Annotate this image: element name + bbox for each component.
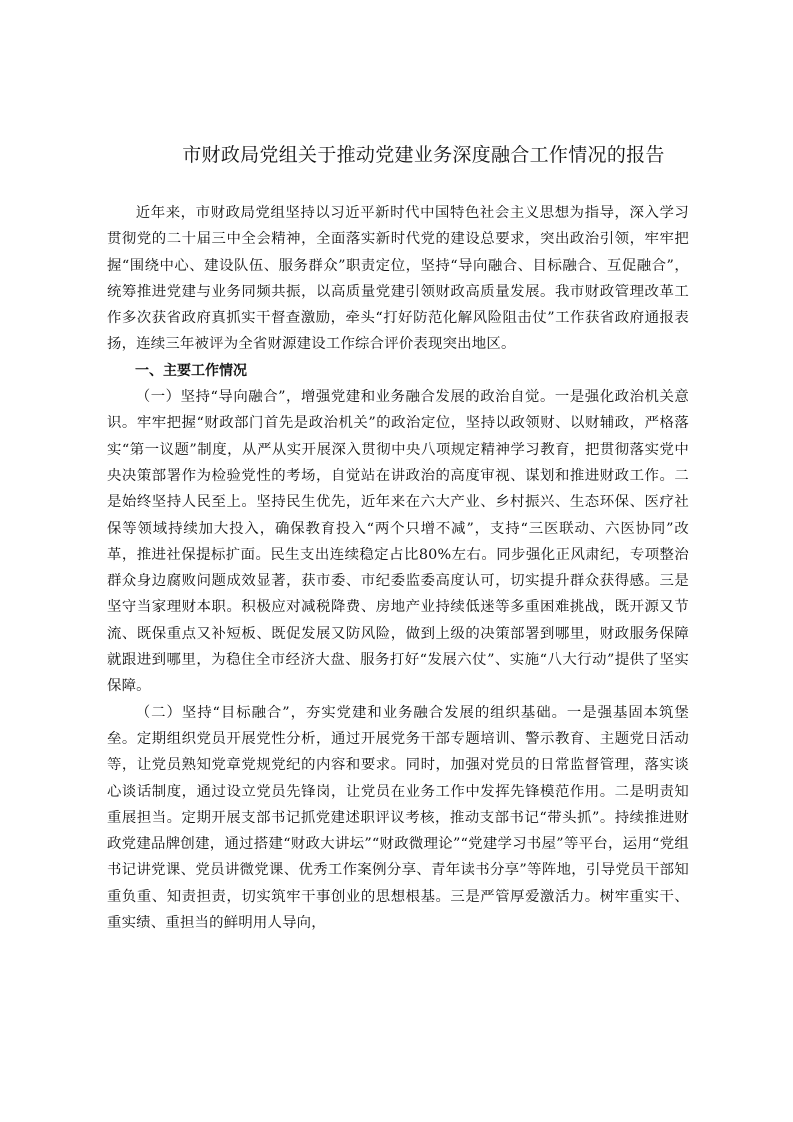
document-title: 市财政局党组关于推动党建业务深度融合工作情况的报告 [182, 144, 665, 166]
section-heading: 一、主要工作情况 [135, 362, 247, 379]
paragraph-goal-integration: （二）坚持“目标融合”，夯实党建和业务融合发展的组织基础。一是强基固本筑堡垒。定期组织党员开展党性分析，通过开展党务干部专题培训、警示教育、主题党日活动等，让党员熟知党章党规党纪的内容和要求。同时，加强对党员的日常监督管理，落实谈心谈话制度，通过设立党员先锋岗，让党员在业务工作中发挥先锋模范作用。二是明责知重展担当。定期开展支部书记抓党建述职评议考核，推动支部书记“带头抓”。持续推进财政党建品牌创建，通过搭建“财政大讲坛”“财政微理论”“党建学习书屋”等平台，运用“党组书记讲党课、党员讲微党课、优秀工作案例分享、青年读书分享”等阵地，引导党员干部知重负重、知责担责，切实筑牢干事创业的思想根基。三是严管厚爱激活力。树牢重实干、重实绩、重担当的鲜明用人导向， [107, 704, 689, 932]
intro-paragraph: 近年来，市财政局党组坚持以习近平新时代中国特色社会主义思想为指导，深入学习贯彻党的二十届三中全会精神，全面落实新时代党的建设总要求，突出政治引领，牢牢把握“围绕中心、建设队伍、服务群众”职责定位，坚持“导向融合、目标融合、互促融合”，统筹推进党建与业务同频共振，以高质量党建引领财政高质量发展。我市财政管理改革工作多次获省政府真抓实干督查激励，牵头“打好防范化解风险阻击仗”工作获省政府通报表扬，连续三年被评为全省财源建设工作综合评价表现突出地区。 [107, 205, 689, 353]
paragraph-orientation-integration: （一）坚持“导向融合”，增强党建和业务融合发展的政治自觉。一是强化政治机关意识。牢牢把握“财政部门首先是政治机关”的政治定位，坚持以政领财、以财辅政，严格落实“第一议题”制度，从严从实开展深入贯彻中央八项规定精神学习教育，把贯彻落实党中央决策部署作为检验党性的考场，自觉站在讲政治的高度审视、谋划和推进财政工作。二是始终坚持人民至上。坚持民生优先，近年来在六大产业、乡村振兴、生态环保、医疗社保等领域持续加大投入，确保教育投入“两个只增不减”，支持“三医联动、六医协同”改革，推进社保提标扩面。民生支出连续稳定占比80%左右。同步强化正风肃纪，专项整治群众身边腐败问题成效显著，获市委、市纪委监委高度认可，切实提升群众获得感。三是坚守当家理财本职。积极应对减税降费、房地产业持续低迷等多重困难挑战，既开源又节流、既保重点又补短板、既促发展又防风险，做到上级的决策部署到哪里，财政服务保障就跟进到哪里，为稳住全市经济大盘、服务打好“发展六仗”、实施“八大行动”提供了坚实保障。 [107, 389, 689, 695]
document-body [107, 200, 689, 936]
